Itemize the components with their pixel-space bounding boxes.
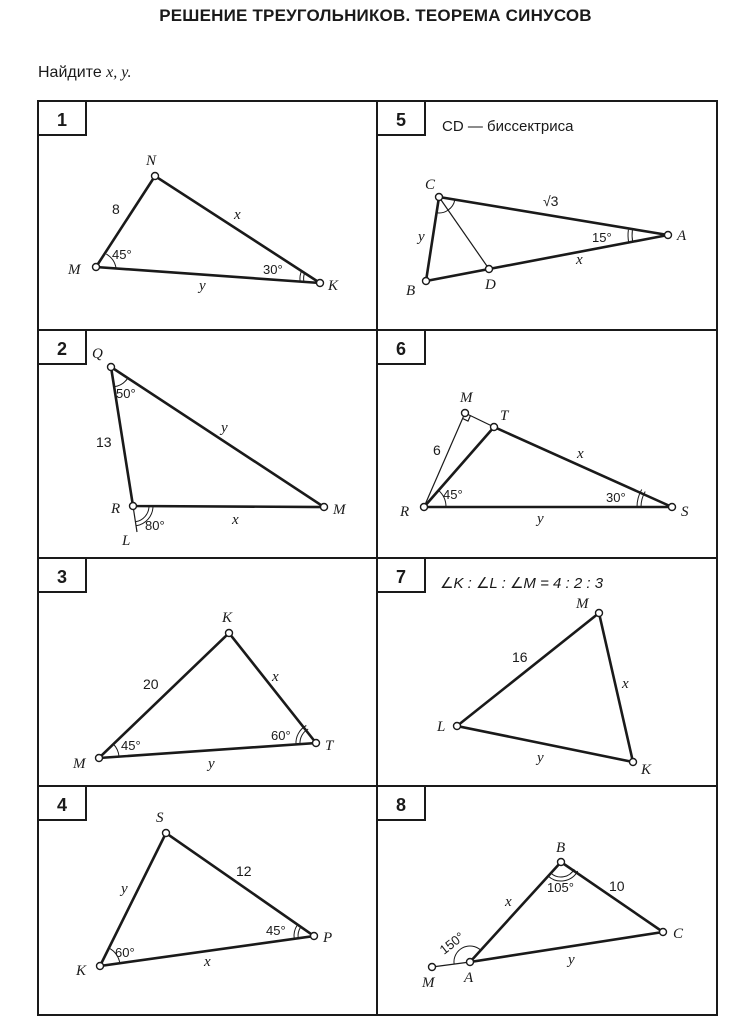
vertex-6-R <box>421 504 428 511</box>
vertex-8-M <box>429 964 436 971</box>
side-2-QR: 13 <box>96 434 112 450</box>
vertex-3-T <box>313 740 320 747</box>
instruction-vars: x, y. <box>106 64 132 81</box>
vertex-3-K <box>226 630 233 637</box>
segment-6-MT <box>465 413 494 427</box>
side-6-RS: y <box>537 511 544 527</box>
side-8-BC: 10 <box>609 878 625 894</box>
vertex-4-K <box>97 963 104 970</box>
bisector-5-CD <box>439 197 489 269</box>
angle-arc-5-A-b <box>632 230 633 242</box>
problem-5 <box>377 101 687 299</box>
side-7-MK: x <box>622 676 629 692</box>
triangle-8 <box>470 862 663 962</box>
label-2-Q: Q <box>92 346 103 362</box>
label-7-K: K <box>641 762 652 778</box>
angle-arc-5-C-a <box>437 210 449 213</box>
problem-3-number: 3 <box>56 567 68 587</box>
angle-3-T: 60° <box>271 728 291 743</box>
label-6-M: M <box>460 390 473 406</box>
vertex-1-N <box>152 173 159 180</box>
angle-arc-4-P-a <box>294 925 297 939</box>
vertex-4-S <box>163 830 170 837</box>
vertex-7-L <box>454 723 461 730</box>
angle-8-A-exterior: 150° <box>436 928 468 958</box>
vertex-2-R <box>130 503 137 510</box>
angle-arc-5-A-a <box>628 230 629 243</box>
side-7-LK: y <box>537 750 544 766</box>
side-2-RM: x <box>232 512 239 528</box>
side-5-CB: y <box>418 229 425 245</box>
problem-2-number: 2 <box>56 339 68 359</box>
angle-1-K: 30° <box>263 262 283 277</box>
problem-4 <box>38 786 332 979</box>
vertex-3-M <box>96 755 103 762</box>
label-5-A: A <box>677 228 687 244</box>
instruction-text: Найдите <box>38 64 102 81</box>
angle-6-S: 30° <box>606 490 626 505</box>
problem-8 <box>377 786 684 991</box>
label-1-M: M <box>68 262 81 278</box>
angle-3-M: 45° <box>121 738 141 753</box>
label-7-M: M <box>576 596 589 612</box>
triangle-1 <box>96 176 320 283</box>
problem-5-note: CD — биссектриса <box>442 118 574 135</box>
angle-1-M: 45° <box>112 247 132 262</box>
angle-2-Q: 50° <box>116 386 136 401</box>
angle-arc-3-M <box>113 744 119 757</box>
label-3-K: K <box>222 610 233 626</box>
side-8-AB: x <box>505 894 512 910</box>
vertex-5-D <box>486 266 493 273</box>
problem-5-number: 5 <box>395 110 407 130</box>
angle-arc-4-P-b <box>298 927 301 938</box>
side-4-KP: x <box>204 954 211 970</box>
label-4-K: K <box>76 963 87 979</box>
vertex-5-B <box>423 278 430 285</box>
vertex-6-S <box>669 504 676 511</box>
problem-6 <box>377 330 689 527</box>
side-6-TS: x <box>577 446 584 462</box>
label-2-L: L <box>122 533 131 549</box>
side-5-CA: √3 <box>543 193 559 209</box>
side-6-RM: 6 <box>433 442 441 458</box>
side-1-MN: 8 <box>112 201 120 217</box>
triangle-2 <box>111 367 324 507</box>
side-3-MK: 20 <box>143 676 159 692</box>
label-3-T: T <box>325 738 334 754</box>
label-1-N: N <box>146 153 157 169</box>
problem-7 <box>377 558 652 778</box>
vertex-8-A <box>467 959 474 966</box>
problem-7-note: ∠K : ∠L : ∠M = 4 : 2 : 3 <box>440 575 604 592</box>
vertex-5-A <box>665 232 672 239</box>
label-5-B: B <box>406 283 416 299</box>
side-1-MK: y <box>199 278 206 294</box>
problem-1 <box>38 101 339 294</box>
vertex-7-M <box>596 610 603 617</box>
label-4-P: P <box>323 930 333 946</box>
side-3-KT: x <box>272 669 279 685</box>
vertex-8-B <box>558 859 565 866</box>
problem-7-number: 7 <box>395 567 407 587</box>
angle-arc-1-K-a <box>300 270 302 282</box>
vertex-5-C <box>436 194 443 201</box>
side-3-MT: y <box>208 756 215 772</box>
vertex-2-Q <box>108 364 115 371</box>
problem-6-number: 6 <box>395 339 407 359</box>
side-4-SP: 12 <box>236 863 252 879</box>
label-3-M: M <box>73 756 86 772</box>
label-8-C: C <box>673 926 684 942</box>
angle-6-R: 45° <box>443 487 463 502</box>
angle-arc-5-C-b <box>448 200 455 210</box>
problem-1-number: 1 <box>56 110 68 130</box>
label-8-A: A <box>464 970 474 986</box>
vertex-2-M <box>321 504 328 511</box>
vertex-1-K <box>317 280 324 287</box>
problem-3 <box>38 558 335 772</box>
angle-2-R-exterior: 80° <box>145 518 165 533</box>
problem-4-number: 4 <box>56 795 68 815</box>
label-8-M: M <box>422 975 435 991</box>
side-2-QM: y <box>221 420 228 436</box>
vertex-8-C <box>660 929 667 936</box>
label-5-C: C <box>425 177 436 193</box>
label-6-R: R <box>400 504 410 520</box>
label-8-B: B <box>556 840 566 856</box>
vertex-4-P <box>311 933 318 940</box>
angle-4-K: 60° <box>115 945 135 960</box>
side-5-DA: x <box>576 252 583 268</box>
angle-4-P: 45° <box>266 923 286 938</box>
vertex-1-M <box>93 264 100 271</box>
label-7-L: L <box>437 719 446 735</box>
problem-8-number: 8 <box>395 795 407 815</box>
label-5-D: D <box>485 277 496 293</box>
angle-5-A: 15° <box>592 230 612 245</box>
label-4-S: S <box>156 810 164 826</box>
page-title: РЕШЕНИЕ ТРЕУГОЛЬНИКОВ. ТЕОРЕМА СИНУСОВ <box>159 6 592 25</box>
side-1-NK: x <box>234 207 241 223</box>
problem-2 <box>38 330 347 549</box>
label-1-K: K <box>328 278 339 294</box>
triangle-5 <box>426 197 668 281</box>
vertex-6-T <box>491 424 498 431</box>
side-8-AC: y <box>568 952 575 968</box>
label-2-M: M <box>333 502 346 518</box>
side-4-SK: y <box>121 881 128 897</box>
label-2-R: R <box>111 501 121 517</box>
vertex-7-K <box>630 759 637 766</box>
label-6-T: T <box>500 408 509 424</box>
label-6-S: S <box>681 504 689 520</box>
side-7-LM: 16 <box>512 649 528 665</box>
vertex-6-M <box>462 410 469 417</box>
triangle-7 <box>457 613 633 762</box>
extension-8-AM <box>432 962 470 967</box>
angle-8-B: 105° <box>547 880 574 895</box>
